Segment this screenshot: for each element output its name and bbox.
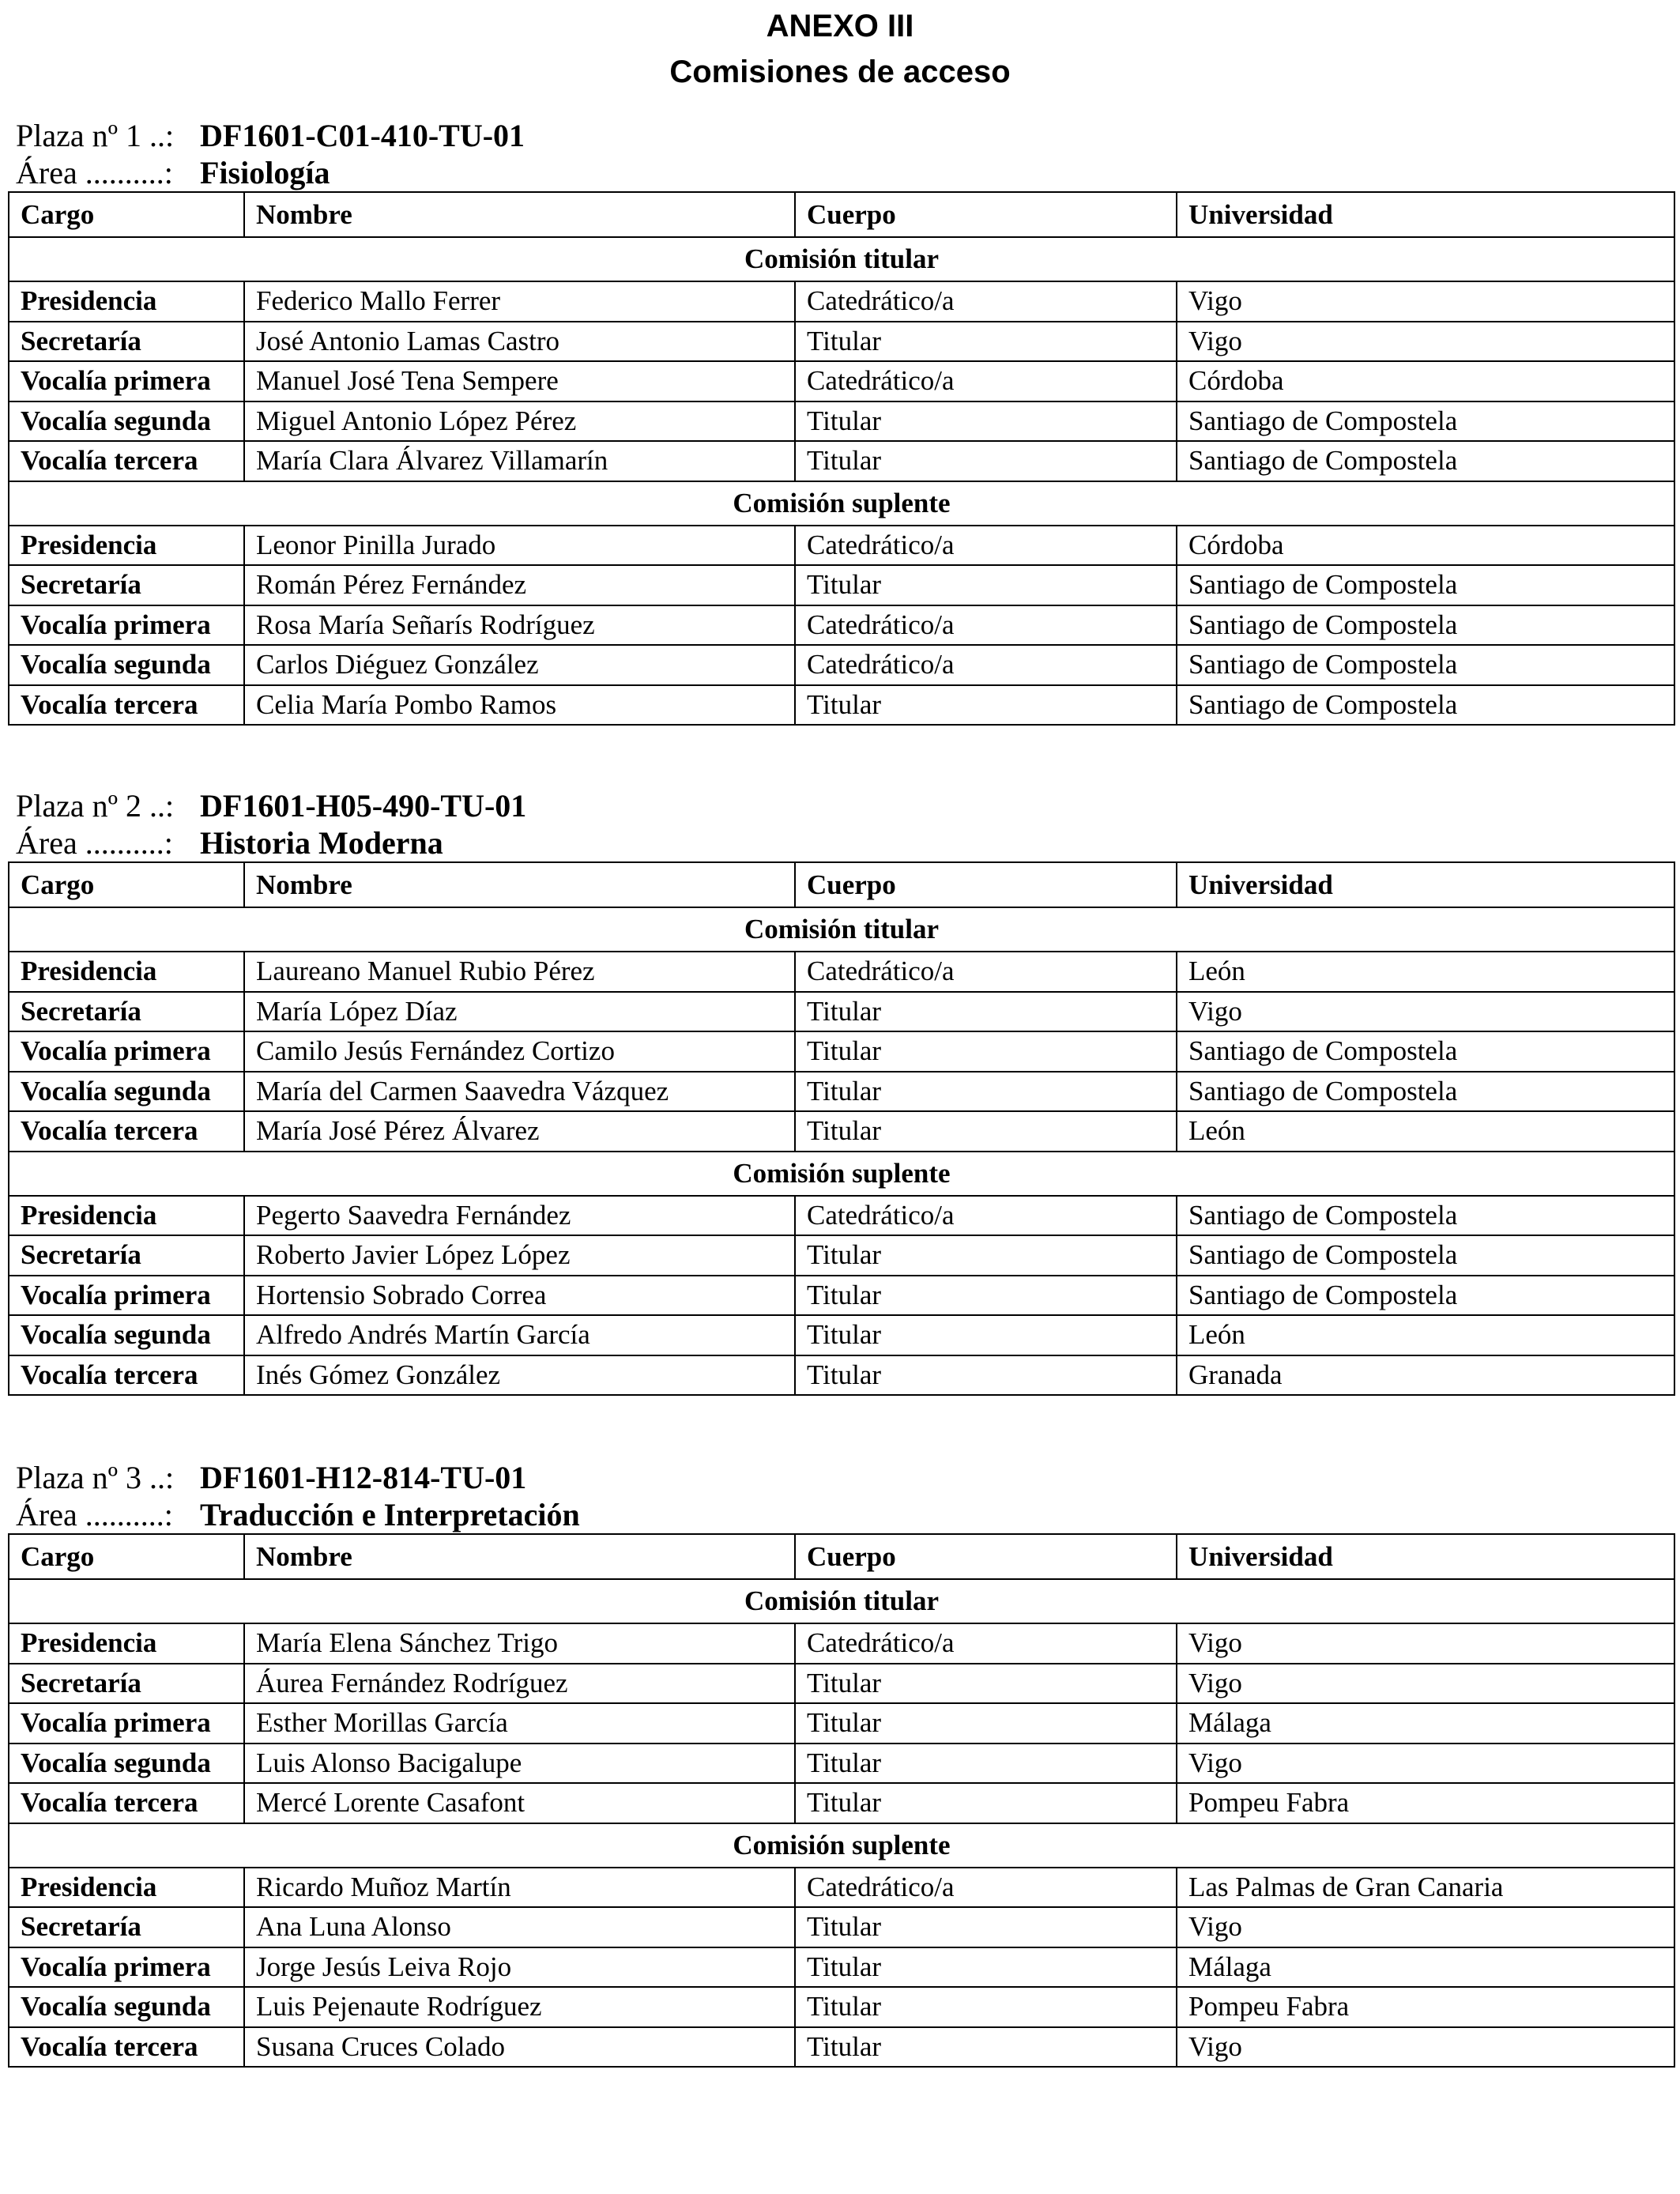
cell-cargo: Vocalía tercera <box>9 441 244 481</box>
cell-cuerpo: Titular <box>795 1276 1177 1316</box>
table-row <box>9 401 1674 442</box>
plaza-section-1 <box>8 117 1674 726</box>
document-title: ANEXO III <box>766 9 914 43</box>
cell-cuerpo: Titular <box>795 1744 1177 1784</box>
cell-universidad: Pompeu Fabra <box>1177 1783 1674 1823</box>
suplente-subheader-row <box>9 1823 1674 1868</box>
cell-nombre: Jorge Jesús Leiva Rojo <box>244 1947 795 1988</box>
cell-universidad: Santiago de Compostela <box>1177 1235 1674 1276</box>
cell-universidad: Santiago de Compostela <box>1177 1196 1674 1236</box>
cell-nombre: María José Pérez Álvarez <box>244 1111 795 1152</box>
cell-cargo: Vocalía primera <box>9 1031 244 1072</box>
cell-nombre: Manuel José Tena Sempere <box>244 361 795 401</box>
cell-universidad: León <box>1177 952 1674 992</box>
table-row <box>9 1196 1674 1236</box>
header-nombre: Nombre <box>244 1534 795 1579</box>
cell-universidad: Pompeu Fabra <box>1177 1987 1674 2027</box>
area-name: Fisiología <box>200 155 330 190</box>
table-row <box>9 1744 1674 1784</box>
plaza-code: DF1601-H05-490-TU-01 <box>200 788 527 824</box>
suplente-subheader: Comisión suplente <box>9 1152 1674 1196</box>
cell-universidad: Málaga <box>1177 1947 1674 1988</box>
titular-subheader: Comisión titular <box>9 1579 1674 1623</box>
cell-nombre: Luis Alonso Bacigalupe <box>244 1744 795 1784</box>
cell-cuerpo: Titular <box>795 1031 1177 1072</box>
area-label: Área ..........: <box>16 825 173 861</box>
cell-cargo: Presidencia <box>9 526 244 566</box>
plaza-meta <box>8 1459 1674 1533</box>
plaza-code: DF1601-H12-814-TU-01 <box>200 1460 527 1495</box>
cell-nombre: Carlos Diéguez González <box>244 645 795 685</box>
cell-cargo: Vocalía primera <box>9 1276 244 1316</box>
table-row <box>9 1947 1674 1988</box>
plaza-row <box>8 1459 1674 1496</box>
cell-cuerpo: Titular <box>795 1235 1177 1276</box>
cell-universidad: Santiago de Compostela <box>1177 401 1674 442</box>
cell-cuerpo: Titular <box>795 1315 1177 1355</box>
committee-table <box>8 191 1675 726</box>
cell-cuerpo: Titular <box>795 992 1177 1032</box>
table-row <box>9 1235 1674 1276</box>
cell-universidad: Málaga <box>1177 1703 1674 1744</box>
cell-nombre: Celia María Pombo Ramos <box>244 685 795 726</box>
cell-cuerpo: Titular <box>795 1907 1177 1947</box>
table-row <box>9 1783 1674 1823</box>
cell-nombre: Federico Mallo Ferrer <box>244 281 795 322</box>
cell-cuerpo: Titular <box>795 565 1177 605</box>
titular-subheader: Comisión titular <box>9 907 1674 952</box>
cell-nombre: Ricardo Muñoz Martín <box>244 1868 795 1908</box>
cell-cuerpo: Catedrático/a <box>795 281 1177 322</box>
cell-nombre: Leonor Pinilla Jurado <box>244 526 795 566</box>
cell-universidad: Santiago de Compostela <box>1177 565 1674 605</box>
header-universidad: Universidad <box>1177 192 1674 237</box>
suplente-subheader: Comisión suplente <box>9 481 1674 526</box>
cell-cargo: Vocalía primera <box>9 605 244 646</box>
plaza-row <box>8 787 1674 824</box>
area-row <box>8 1496 1674 1533</box>
table-row <box>9 605 1674 646</box>
suplente-subheader-row <box>9 1152 1674 1196</box>
cell-universidad: Santiago de Compostela <box>1177 685 1674 726</box>
cell-cargo: Vocalía segunda <box>9 1987 244 2027</box>
cell-cargo: Vocalía primera <box>9 361 244 401</box>
cell-cuerpo: Catedrático/a <box>795 361 1177 401</box>
cell-cargo: Vocalía tercera <box>9 1111 244 1152</box>
cell-universidad: Vigo <box>1177 322 1674 362</box>
cell-universidad: Santiago de Compostela <box>1177 1072 1674 1112</box>
cell-cargo: Vocalía primera <box>9 1703 244 1744</box>
cell-nombre: Roberto Javier López López <box>244 1235 795 1276</box>
table-row <box>9 1623 1674 1664</box>
cell-cargo: Presidencia <box>9 1623 244 1664</box>
titular-subheader-row <box>9 907 1674 952</box>
table-header-row <box>9 1534 1674 1579</box>
cell-cargo: Vocalía segunda <box>9 645 244 685</box>
cell-nombre: Rosa María Señarís Rodríguez <box>244 605 795 646</box>
header-cuerpo: Cuerpo <box>795 1534 1177 1579</box>
cell-nombre: Laureano Manuel Rubio Pérez <box>244 952 795 992</box>
cell-cargo: Presidencia <box>9 1196 244 1236</box>
cell-cargo: Vocalía segunda <box>9 1744 244 1784</box>
header-universidad: Universidad <box>1177 862 1674 907</box>
area-name: Historia Moderna <box>200 825 443 861</box>
area-row <box>8 824 1674 861</box>
table-row <box>9 1355 1674 1396</box>
cell-cargo: Vocalía tercera <box>9 2027 244 2068</box>
table-header-row <box>9 192 1674 237</box>
table-row <box>9 361 1674 401</box>
cell-cargo: Vocalía primera <box>9 1947 244 1988</box>
cell-cargo: Secretaría <box>9 1664 244 1704</box>
document-subtitle: Comisiones de acceso <box>669 55 1011 89</box>
table-row <box>9 322 1674 362</box>
cell-cuerpo: Catedrático/a <box>795 526 1177 566</box>
cell-cargo: Presidencia <box>9 281 244 322</box>
cell-universidad: Las Palmas de Gran Canaria <box>1177 1868 1674 1908</box>
table-row <box>9 526 1674 566</box>
table-row <box>9 565 1674 605</box>
cell-universidad: Santiago de Compostela <box>1177 1276 1674 1316</box>
titular-subheader: Comisión titular <box>9 237 1674 281</box>
cell-cuerpo: Titular <box>795 685 1177 726</box>
cell-cuerpo: Titular <box>795 1664 1177 1704</box>
table-row <box>9 1111 1674 1152</box>
area-name: Traducción e Interpretación <box>200 1497 580 1532</box>
table-row <box>9 1664 1674 1704</box>
cell-cargo: Vocalía tercera <box>9 1355 244 1396</box>
table-row <box>9 2027 1674 2068</box>
cell-nombre: Pegerto Saavedra Fernández <box>244 1196 795 1236</box>
cell-nombre: Hortensio Sobrado Correa <box>244 1276 795 1316</box>
header-cargo: Cargo <box>9 192 244 237</box>
table-row <box>9 992 1674 1032</box>
header-cuerpo: Cuerpo <box>795 192 1177 237</box>
cell-cuerpo: Catedrático/a <box>795 605 1177 646</box>
cell-cuerpo: Catedrático/a <box>795 1196 1177 1236</box>
cell-cargo: Presidencia <box>9 1868 244 1908</box>
cell-cargo: Secretaría <box>9 1907 244 1947</box>
cell-nombre: María López Díaz <box>244 992 795 1032</box>
cell-nombre: María del Carmen Saavedra Vázquez <box>244 1072 795 1112</box>
cell-universidad: Vigo <box>1177 1664 1674 1704</box>
cell-cuerpo: Titular <box>795 1355 1177 1396</box>
plaza-label: Plaza nº 3 ..: <box>16 1460 175 1495</box>
cell-universidad: Vigo <box>1177 1623 1674 1664</box>
cell-cuerpo: Titular <box>795 1947 1177 1988</box>
cell-nombre: Román Pérez Fernández <box>244 565 795 605</box>
cell-nombre: Áurea Fernández Rodríguez <box>244 1664 795 1704</box>
cell-cuerpo: Titular <box>795 1703 1177 1744</box>
cell-cuerpo: Catedrático/a <box>795 645 1177 685</box>
cell-cuerpo: Catedrático/a <box>795 1868 1177 1908</box>
cell-cuerpo: Catedrático/a <box>795 1623 1177 1664</box>
cell-cargo: Vocalía segunda <box>9 1072 244 1112</box>
cell-cuerpo: Titular <box>795 322 1177 362</box>
cell-universidad: Vigo <box>1177 2027 1674 2068</box>
table-row <box>9 281 1674 322</box>
plaza-meta <box>8 117 1674 191</box>
table-row <box>9 952 1674 992</box>
table-row <box>9 1987 1674 2027</box>
cell-universidad: Córdoba <box>1177 526 1674 566</box>
header-cuerpo: Cuerpo <box>795 862 1177 907</box>
cell-nombre: Alfredo Andrés Martín García <box>244 1315 795 1355</box>
cell-nombre: Mercé Lorente Casafont <box>244 1783 795 1823</box>
area-row <box>8 154 1674 191</box>
cell-cuerpo: Titular <box>795 1987 1177 2027</box>
cell-cuerpo: Titular <box>795 1072 1177 1112</box>
committee-table <box>8 861 1675 1396</box>
header-cargo: Cargo <box>9 1534 244 1579</box>
table-row <box>9 1907 1674 1947</box>
cell-cuerpo: Catedrático/a <box>795 952 1177 992</box>
cell-universidad: Vigo <box>1177 992 1674 1032</box>
table-row <box>9 685 1674 726</box>
committee-table <box>8 1533 1675 2068</box>
suplente-subheader: Comisión suplente <box>9 1823 1674 1868</box>
titular-subheader-row <box>9 237 1674 281</box>
plaza-row <box>8 117 1674 154</box>
cell-nombre: Miguel Antonio López Pérez <box>244 401 795 442</box>
cell-nombre: Susana Cruces Colado <box>244 2027 795 2068</box>
cell-universidad: Granada <box>1177 1355 1674 1396</box>
area-label: Área ..........: <box>16 1497 173 1532</box>
cell-nombre: Inés Gómez González <box>244 1355 795 1396</box>
cell-universidad: Santiago de Compostela <box>1177 441 1674 481</box>
cell-universidad: Córdoba <box>1177 361 1674 401</box>
cell-universidad: Santiago de Compostela <box>1177 605 1674 646</box>
plaza-label: Plaza nº 2 ..: <box>16 788 175 824</box>
table-row <box>9 1868 1674 1908</box>
cell-cargo: Presidencia <box>9 952 244 992</box>
cell-cuerpo: Titular <box>795 1783 1177 1823</box>
cell-cargo: Vocalía tercera <box>9 685 244 726</box>
table-row <box>9 1703 1674 1744</box>
cell-cargo: Secretaría <box>9 992 244 1032</box>
cell-cargo: Vocalía tercera <box>9 1783 244 1823</box>
header-universidad: Universidad <box>1177 1534 1674 1579</box>
table-row <box>9 1315 1674 1355</box>
plaza-section-3 <box>8 1459 1674 2068</box>
cell-nombre: Camilo Jesús Fernández Cortizo <box>244 1031 795 1072</box>
table-header-row <box>9 862 1674 907</box>
plaza-code: DF1601-C01-410-TU-01 <box>200 118 525 153</box>
cell-universidad: Santiago de Compostela <box>1177 1031 1674 1072</box>
header-cargo: Cargo <box>9 862 244 907</box>
cell-cargo: Secretaría <box>9 322 244 362</box>
cell-nombre: Luis Pejenaute Rodríguez <box>244 1987 795 2027</box>
cell-universidad: Vigo <box>1177 1744 1674 1784</box>
cell-universidad: León <box>1177 1111 1674 1152</box>
cell-nombre: José Antonio Lamas Castro <box>244 322 795 362</box>
cell-cuerpo: Titular <box>795 2027 1177 2068</box>
cell-cargo: Secretaría <box>9 1235 244 1276</box>
table-row <box>9 1276 1674 1316</box>
header-nombre: Nombre <box>244 862 795 907</box>
suplente-subheader-row <box>9 481 1674 526</box>
cell-cargo: Vocalía segunda <box>9 1315 244 1355</box>
table-row <box>9 1031 1674 1072</box>
plaza-section-2 <box>8 787 1674 1396</box>
table-row <box>9 1072 1674 1112</box>
plaza-label: Plaza nº 1 ..: <box>16 118 175 153</box>
plaza-meta <box>8 787 1674 861</box>
cell-nombre: Esther Morillas García <box>244 1703 795 1744</box>
titular-subheader-row <box>9 1579 1674 1623</box>
table-row <box>9 441 1674 481</box>
cell-universidad: Santiago de Compostela <box>1177 645 1674 685</box>
cell-cuerpo: Titular <box>795 441 1177 481</box>
cell-cuerpo: Titular <box>795 401 1177 442</box>
cell-cuerpo: Titular <box>795 1111 1177 1152</box>
cell-cargo: Secretaría <box>9 565 244 605</box>
header-nombre: Nombre <box>244 192 795 237</box>
table-row <box>9 645 1674 685</box>
document-header <box>0 3 1680 95</box>
area-label: Área ..........: <box>16 155 173 190</box>
cell-nombre: María Clara Álvarez Villamarín <box>244 441 795 481</box>
cell-universidad: Vigo <box>1177 281 1674 322</box>
cell-nombre: Ana Luna Alonso <box>244 1907 795 1947</box>
cell-universidad: Vigo <box>1177 1907 1674 1947</box>
cell-nombre: María Elena Sánchez Trigo <box>244 1623 795 1664</box>
cell-universidad: León <box>1177 1315 1674 1355</box>
cell-cargo: Vocalía segunda <box>9 401 244 442</box>
